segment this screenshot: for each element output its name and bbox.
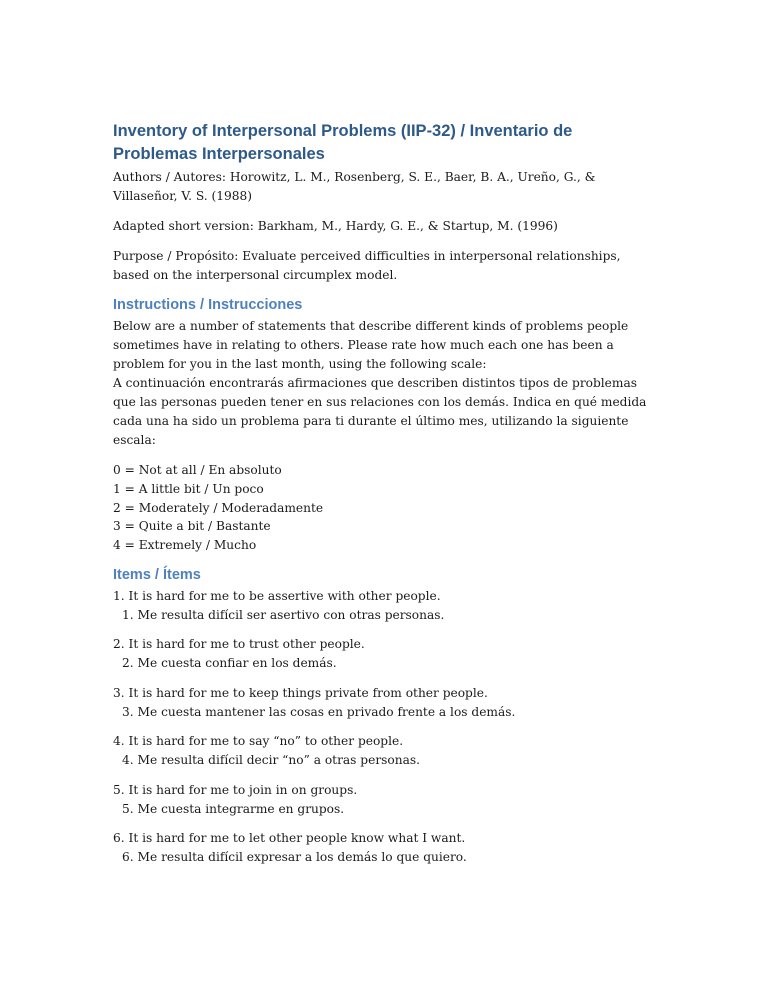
item-spanish: 1. Me resulta difícil ser asertivo con otras personas. bbox=[122, 607, 445, 622]
list-item bbox=[113, 732, 658, 770]
item-spanish: 4. Me resulta difícil decir “no” a otras personas. bbox=[122, 753, 420, 768]
instructions-spanish: A continuación encontrarás afirmaciones que describen distintos tipos de problemas que las personas pueden tener en sus relaciones con los demás. Indica en qué medida cada una ha sido un problema para ti durante el último mes, utilizando la siguiente escala: bbox=[113, 376, 647, 447]
item-english: 1. It is hard for me to be assertive with other people. bbox=[113, 588, 441, 603]
item-spanish: 6. Me resulta difícil expresar a los demás lo que quiero. bbox=[122, 850, 467, 865]
scale-option: 2 = Moderately / Moderadamente bbox=[113, 500, 324, 515]
items-heading: Items / Ítems bbox=[113, 566, 201, 583]
item-spanish: 5. Me cuesta integrarme en grupos. bbox=[122, 801, 345, 816]
list-item bbox=[113, 587, 658, 625]
document-content bbox=[113, 120, 658, 878]
list-item bbox=[113, 635, 658, 673]
item-spanish: 3. Me cuesta mantener las cosas en privado frente a los demás. bbox=[122, 704, 516, 719]
adapted-line: Adapted short version: Barkham, M., Hardy, G. E., & Startup, M. (1996) bbox=[113, 219, 558, 233]
list-item bbox=[113, 829, 658, 867]
scale-option: 3 = Quite a bit / Bastante bbox=[113, 519, 271, 534]
instructions-english: Below are a number of statements that describe different kinds of problems people sometimes have in relating to others. Please rate how much each one has been a problem for you in the last month, using the following scale: bbox=[113, 319, 629, 371]
scale-option: 1 = A little bit / Un poco bbox=[113, 481, 264, 496]
item-english: 4. It is hard for me to say “no” to other people. bbox=[113, 734, 404, 749]
instructions-heading: Instructions / Instrucciones bbox=[113, 297, 303, 313]
purpose-line: Purpose / Propósito: Evaluate perceived difficulties in interpersonal relationships, based on the interpersonal circumplex model. bbox=[113, 249, 621, 282]
scale-option: 4 = Extremely / Mucho bbox=[113, 538, 257, 553]
scale-option: 0 = Not at all / En absoluto bbox=[113, 463, 282, 477]
page-title: Inventory of Interpersonal Problems (IIP-32) / Inventario de Problemas Interpersonales bbox=[113, 122, 573, 163]
list-item bbox=[113, 781, 658, 819]
item-english: 2. It is hard for me to trust other people. bbox=[113, 637, 365, 652]
item-english: 3. It is hard for me to keep things private from other people. bbox=[113, 685, 488, 700]
item-spanish: 2. Me cuesta confiar en los demás. bbox=[122, 656, 337, 671]
item-english: 6. It is hard for me to let other people know what I want. bbox=[113, 831, 466, 846]
list-item bbox=[113, 684, 658, 722]
rating-scale bbox=[113, 461, 658, 555]
item-english: 5. It is hard for me to join in on groups. bbox=[113, 782, 358, 797]
authors-line: Authors / Autores: Horowitz, L. M., Rosenberg, S. E., Baer, B. A., Ureño, G., & Villaseñor, V. S. (1988) bbox=[113, 170, 596, 203]
